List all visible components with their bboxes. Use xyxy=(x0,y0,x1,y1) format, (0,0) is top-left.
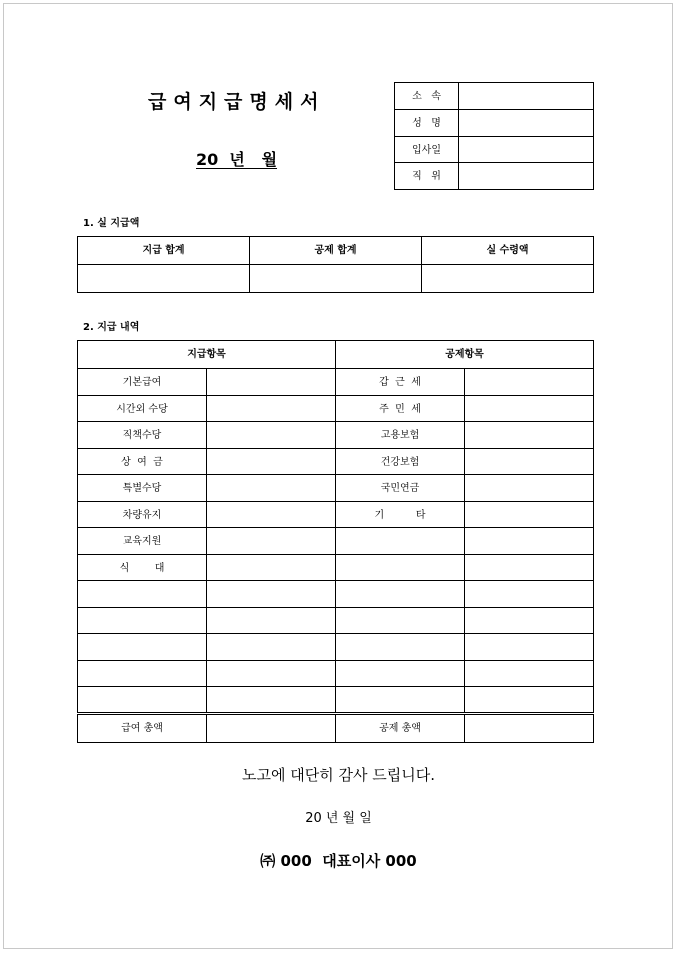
deduction-item-label[interactable] xyxy=(336,554,465,581)
pay-item-value[interactable] xyxy=(207,475,336,502)
deduction-item-value[interactable] xyxy=(465,395,594,422)
pay-item-label: 특별수당 xyxy=(78,475,207,502)
info-row-department xyxy=(395,83,594,110)
pay-item-label: 식 대 xyxy=(78,554,207,581)
empty-cell[interactable] xyxy=(336,660,465,687)
document-period: 20 년 월 xyxy=(196,150,278,169)
empty-cell[interactable] xyxy=(78,581,207,608)
info-label: 직 위 xyxy=(395,163,459,190)
table-row xyxy=(78,501,594,528)
deduction-item-value[interactable] xyxy=(465,369,594,396)
pay-item-label: 직책수당 xyxy=(78,422,207,449)
empty-cell[interactable] xyxy=(78,634,207,661)
empty-cell[interactable] xyxy=(336,581,465,608)
total-row xyxy=(78,713,594,742)
info-value-cell[interactable] xyxy=(459,136,594,163)
empty-cell[interactable] xyxy=(207,607,336,634)
info-row-name xyxy=(395,109,594,136)
empty-cell[interactable] xyxy=(207,634,336,661)
empty-cell[interactable] xyxy=(465,634,594,661)
pay-item-value[interactable] xyxy=(207,422,336,449)
pay-item-label: 상 여 금 xyxy=(78,448,207,475)
deduction-item-value[interactable] xyxy=(465,448,594,475)
header-deduction-items: 공제항목 xyxy=(336,341,594,369)
pay-item-value[interactable] xyxy=(207,554,336,581)
empty-cell[interactable] xyxy=(336,687,465,714)
deduction-item-value[interactable] xyxy=(465,422,594,449)
deduction-item-label: 기 타 xyxy=(336,501,465,528)
pay-item-value[interactable] xyxy=(207,501,336,528)
deduction-item-label: 주 민 세 xyxy=(336,395,465,422)
table-row xyxy=(78,475,594,502)
deduction-item-label[interactable] xyxy=(336,528,465,555)
deduction-item-label: 갑 근 세 xyxy=(336,369,465,396)
pay-total-amount[interactable] xyxy=(207,713,336,742)
table-row xyxy=(78,554,594,581)
section-details-label: 2. 지급 내역 xyxy=(83,322,140,333)
company-signature: ㈜ 000 대표이사 000 xyxy=(260,852,417,870)
pay-item-value[interactable] xyxy=(207,369,336,396)
pay-total-label: 급여 총액 xyxy=(78,713,207,742)
info-label: 성 명 xyxy=(395,109,459,136)
info-label: 입사일 xyxy=(395,136,459,163)
info-value-cell[interactable] xyxy=(459,163,594,190)
pay-item-value[interactable] xyxy=(207,528,336,555)
pay-details-table xyxy=(77,340,594,743)
employee-info-table xyxy=(394,82,594,190)
deduction-item-value[interactable] xyxy=(465,528,594,555)
thanks-message: 노고에 대단히 감사 드립니다. xyxy=(242,766,435,784)
info-row-position xyxy=(395,163,594,190)
empty-cell[interactable] xyxy=(465,687,594,714)
table-row xyxy=(78,395,594,422)
info-value-cell[interactable] xyxy=(459,109,594,136)
deduction-item-value[interactable] xyxy=(465,501,594,528)
deduction-item-label: 건강보험 xyxy=(336,448,465,475)
deduction-item-label: 고용보험 xyxy=(336,422,465,449)
info-label: 소 속 xyxy=(395,83,459,110)
deduction-item-label: 국민연금 xyxy=(336,475,465,502)
empty-cell[interactable] xyxy=(207,581,336,608)
pay-item-label: 시간외 수당 xyxy=(78,395,207,422)
table-row xyxy=(78,634,594,661)
empty-cell[interactable] xyxy=(465,660,594,687)
deduction-item-value[interactable] xyxy=(465,475,594,502)
table-row xyxy=(78,422,594,449)
empty-cell[interactable] xyxy=(465,607,594,634)
empty-cell[interactable] xyxy=(78,660,207,687)
info-row-join-date xyxy=(395,136,594,163)
empty-cell[interactable] xyxy=(78,687,207,714)
header-pay-total: 지급 합계 xyxy=(78,237,250,265)
header-pay-items: 지급항목 xyxy=(78,341,336,369)
deduction-total-value[interactable] xyxy=(250,265,422,293)
header-net-amount: 실 수령액 xyxy=(422,237,594,265)
deduction-total-label: 공제 총액 xyxy=(336,713,465,742)
info-value-cell[interactable] xyxy=(459,83,594,110)
empty-cell[interactable] xyxy=(207,660,336,687)
table-row xyxy=(78,687,594,714)
table-row xyxy=(78,607,594,634)
pay-item-value[interactable] xyxy=(207,395,336,422)
table-row xyxy=(78,581,594,608)
header-deduction-total: 공제 합계 xyxy=(250,237,422,265)
empty-cell[interactable] xyxy=(465,581,594,608)
empty-cell[interactable] xyxy=(336,607,465,634)
pay-total-value[interactable] xyxy=(78,265,250,293)
table-row xyxy=(78,528,594,555)
document-title: 급여지급명세서 xyxy=(148,91,326,113)
empty-cell[interactable] xyxy=(336,634,465,661)
section-net-pay-label: 1. 실 지급액 xyxy=(83,218,140,229)
table-row xyxy=(78,660,594,687)
issue-date: 20 년 월 일 xyxy=(305,811,372,826)
table-row xyxy=(78,369,594,396)
net-pay-table xyxy=(77,236,594,293)
pay-item-label: 교육지원 xyxy=(78,528,207,555)
pay-item-value[interactable] xyxy=(207,448,336,475)
deduction-item-value[interactable] xyxy=(465,554,594,581)
pay-item-label: 차량유지 xyxy=(78,501,207,528)
pay-item-label: 기본급여 xyxy=(78,369,207,396)
empty-cell[interactable] xyxy=(207,687,336,714)
net-amount-value[interactable] xyxy=(422,265,594,293)
deduction-total-amount[interactable] xyxy=(465,713,594,742)
table-row xyxy=(78,448,594,475)
empty-cell[interactable] xyxy=(78,607,207,634)
